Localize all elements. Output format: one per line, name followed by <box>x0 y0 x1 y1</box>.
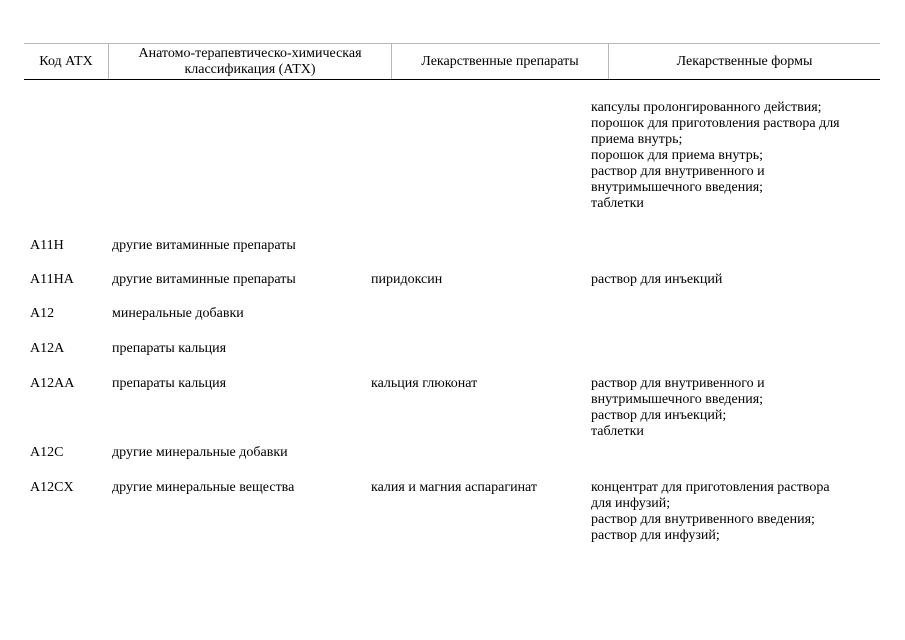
form-line: для инфузий; <box>591 496 671 511</box>
row-drug: кальция глюконат <box>371 376 478 391</box>
row-forms <box>591 376 876 440</box>
form-line: концентрат для приготовления раствора <box>591 480 830 495</box>
form-line: таблетки <box>591 196 644 211</box>
form-line: внутримышечного введения; <box>591 180 764 195</box>
row-classification: другие витаминные препараты <box>112 272 296 287</box>
header-classification-line1: Анатомо-терапевтическо-химическая <box>138 45 362 61</box>
row-code: A11H <box>30 238 64 253</box>
header-code-label: Код АТХ <box>39 53 93 69</box>
form-line: порошок для приготовления раствора для <box>591 116 840 131</box>
row-code: A12 <box>30 306 55 321</box>
form-line: капсулы пролонгированного действия; <box>591 100 822 115</box>
row-classification: препараты кальция <box>112 376 227 391</box>
form-line: раствор для инъекций <box>591 272 723 287</box>
form-line: раствор для внутривенного и <box>591 376 765 391</box>
row-classification: препараты кальция <box>112 341 227 356</box>
row-code: A12C <box>30 445 64 460</box>
row-code: A12A <box>30 341 65 356</box>
row-drug: калия и магния аспарагинат <box>371 480 538 495</box>
row-classification: другие минеральные добавки <box>112 445 288 460</box>
row-forms <box>591 272 876 288</box>
form-line: внутримышечного введения; <box>591 392 764 407</box>
row-forms <box>591 480 876 544</box>
form-line: приема внутрь; <box>591 132 683 147</box>
form-line: раствор для внутривенного и <box>591 164 765 179</box>
header-forms-label: Лекарственные формы <box>676 53 813 69</box>
row-drug: пиридоксин <box>371 272 443 287</box>
header-forms <box>608 44 880 79</box>
row-forms <box>591 100 876 212</box>
form-line: таблетки <box>591 424 644 439</box>
form-line: раствор для инфузий; <box>591 528 720 543</box>
row-code: A12AA <box>30 376 75 391</box>
form-line: раствор для инъекций; <box>591 408 727 423</box>
header-classification <box>108 44 391 79</box>
table-header <box>24 43 880 80</box>
form-line: порошок для приема внутрь; <box>591 148 763 163</box>
row-code: A12CX <box>30 480 74 495</box>
header-code <box>24 44 108 79</box>
row-classification: другие минеральные вещества <box>112 480 295 495</box>
row-code: A11HA <box>30 272 74 287</box>
header-classification-line2: классификация (АТХ) <box>184 61 316 77</box>
header-drugs <box>391 44 608 79</box>
header-drugs-label: Лекарственные препараты <box>421 53 579 69</box>
row-classification: минеральные добавки <box>112 306 244 321</box>
form-line: раствор для внутривенного введения; <box>591 512 815 527</box>
row-classification: другие витаминные препараты <box>112 238 296 253</box>
